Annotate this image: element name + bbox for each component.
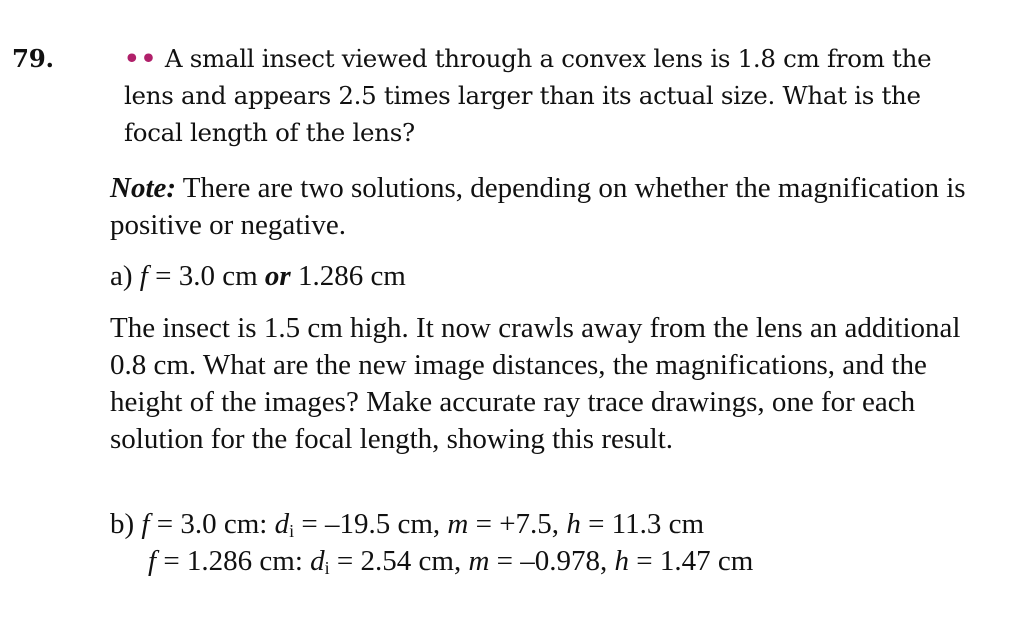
answer-b2-f-value: = 1.286 cm: xyxy=(156,545,311,577)
answer-b1-d-variable: d xyxy=(274,508,290,540)
answer-b2-h-value: = 1.47 cm xyxy=(629,545,754,577)
answer-b xyxy=(110,506,970,580)
answer-a-or: or xyxy=(264,260,291,292)
answer-b2-m-value: = –0.978, xyxy=(489,545,615,577)
note-paragraph xyxy=(110,170,970,244)
answer-b2-h-variable: h xyxy=(614,545,630,577)
answer-b2-d-variable: d xyxy=(310,545,325,577)
problem-text: A small insect viewed through a convex lens is 1.8 cm from the lens and appears 2.5 times larger than its actual size. What is the focal length of the lens? xyxy=(124,44,932,147)
answer-a-prefix: a) xyxy=(110,260,140,292)
note-label: Note: xyxy=(110,172,177,204)
answer-b1-f-value: = 3.0 cm: xyxy=(149,508,275,540)
answer-b1-m-variable: m xyxy=(447,508,469,540)
answer-b-line-1 xyxy=(110,506,970,543)
note-text: There are two solutions, depending on whether the magnification is positive or negative. xyxy=(110,172,966,241)
problem-statement xyxy=(12,40,968,151)
answer-b-line-2 xyxy=(110,543,970,580)
answer-a-f-variable: f xyxy=(139,260,148,292)
problem-paragraph xyxy=(12,40,968,151)
answer-b2-m-variable: m xyxy=(468,545,490,577)
answer-b1-d-value: = –19.5 cm, xyxy=(294,508,448,540)
answer-a-value-2: 1.286 cm xyxy=(290,260,406,292)
answer-b-prefix: b) xyxy=(110,508,142,540)
problem-number: 79. xyxy=(12,44,54,73)
answer-a xyxy=(110,258,970,295)
followup-paragraph: The insect is 1.5 cm high. It now crawls away from the lens an additional 0.8 cm. What are the new image distances, the magnifications, and the height of the images? Make accurate ray trace drawings, one for each solution for the focal length, showing this result. xyxy=(110,312,961,455)
answer-b1-d-subscript: i xyxy=(289,521,295,541)
answer-b1-f-variable: f xyxy=(141,508,150,540)
answer-b2-f-variable: f xyxy=(148,545,157,577)
answer-b2-d-subscript: i xyxy=(324,558,330,578)
answer-a-value-1: = 3.0 cm xyxy=(147,260,265,292)
difficulty-dots-icon: •• xyxy=(124,44,158,73)
answer-b1-h-variable: h xyxy=(566,508,581,540)
answer-b1-m-value: = +7.5, xyxy=(468,508,567,540)
answer-b1-h-value: = 11.3 cm xyxy=(580,508,705,540)
answer-b2-d-value: = 2.54 cm, xyxy=(329,545,469,577)
